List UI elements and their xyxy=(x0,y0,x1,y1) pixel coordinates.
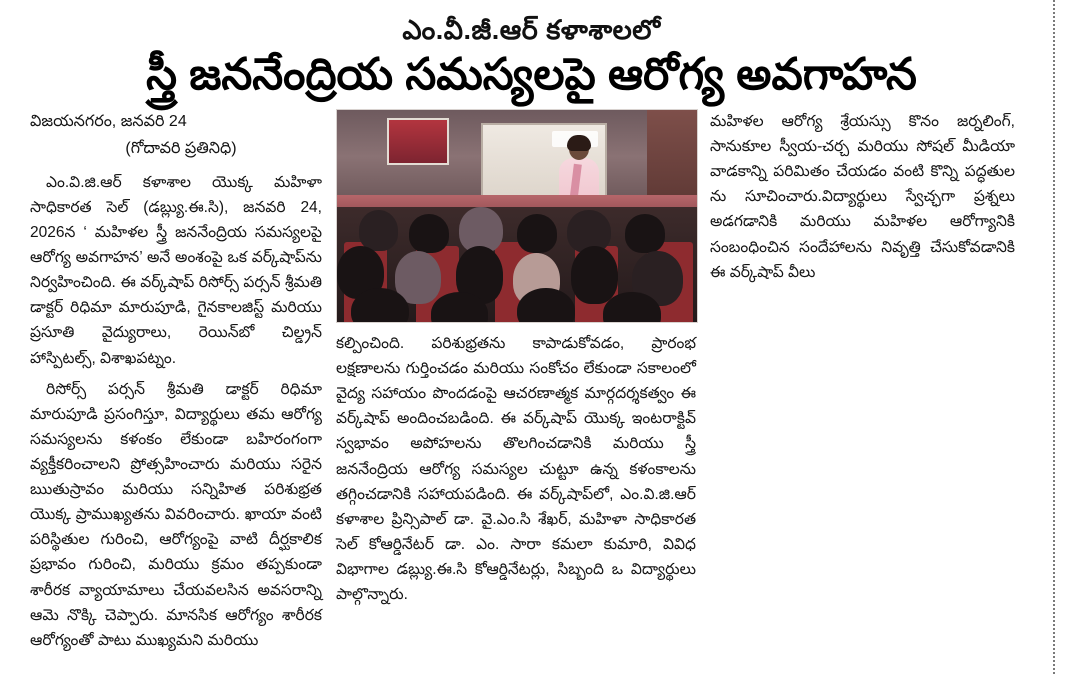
paragraph: ఎం.వి.జి.ఆర్ కళాశాల యొక్క మహిళా సాధికారత సెల్ (డబ్ల్యు.ఈ.సి), జనవరి 24, 2026న ‘ మహిళల స్త్రీ జననేంద్రియ సమస్యలపై ఆరోగ్య అవగాహన’ అనే అంశంపై ఒక వర్క్‌షాప్‌ను నిర్వహించింది. ఈ వర్క్‌షాప్ రిసోర్స్ పర్సన్ శ్రీమతి డాక్టర్ రిధిమా మారుపూడి, గైనకాలజిస్ట్ మరియు ప్రసూతి వైద్యురాలు, రెయిన్‌బో చిల్డ్రన్ హాస్పిటల్స్, విశాఖపట్నం. xyxy=(30,173,322,367)
photo-attendee xyxy=(517,214,557,253)
column-right xyxy=(710,109,1015,291)
photo-attendee xyxy=(517,288,575,323)
photo-attendee xyxy=(625,214,665,253)
paragraph: కల్పించింది. పరిశుభ్రతను కాపాడుకోవడం, ప్రారంభ లక్షణాలను గుర్తించడం మరియు సంకోచం లేకుండా సకాలంలో వైద్య సహాయం పొందడంపై ఆచరణాత్మక మార్గదర్శకత్వం ఈ వర్క్‌షాప్ అందించబడింది. ఈ వర్క్‌షాప్ యొక్క ఇంటరాక్టివ్ స్వభావం అపోహలను తొలగించడానికి మరియు స్త్రీ జననేంద్రియ ఆరోగ్య సమస్యల చుట్టూ ఉన్న కళంకాలను తగ్గించడానికి సహాయపడింది. ఈ వర్క్‌షాప్‌లో, ఎం.వి.జి.ఆర్ కళాశాల ప్రిన్సిపాల్ డా. వై.ఎం.సి శేఖర్, మహిళా సాధికారత సెల్ కోఆర్డినేటర్ డా. ఎం. సారా కమలా కుమారి, వివిధ విభాగాల డబ్ల్యు.ఈ.సి కోఆర్డినేటర్లు, సిబ్బంది ఒ విద్యార్థులు పాల్గొన్నారు. xyxy=(336,334,696,604)
column-left xyxy=(30,109,322,659)
dateline-subtitle: (గోదావరి ప్రతినిధి) xyxy=(125,139,237,157)
workshop-audience-photo xyxy=(336,109,698,323)
paragraph: రిసోర్స్ పర్సన్ శ్రీమతి డాక్టర్ రిధిమా మారుపూడి ప్రసంగిస్తూ, విద్యార్థులు తమ ఆరోగ్య సమస్యలను కళంకం లేకుండా బహిరంగంగా వ్యక్తీకరించాలని ప్రోత్సహించారు మరియు సరైన ఋతుస్రావం మరియు సన్నిహిత పరిశుభ్రత యొక్క ప్రాముఖ్యతను వివరించారు. ఖాయా వంటి పరిస్థితుల గురించి, ఆరోగ్యంపై వాటి దీర్ఘకాలిక ప్రభావం గురించి, మరియు క్రమం తప్పకుండా శారీరక వ్యాయామాలు చేయవలసిన అవసరాన్ని ఆమె నొక్కి చెప్పారు. మానసిక ఆరోగ్యం శారీరక ఆరోగ్యంతో పాటు ముఖ్యమని మరియు xyxy=(30,380,322,649)
photo-poster xyxy=(387,118,449,164)
article-body xyxy=(30,109,1033,659)
paragraph: మహిళల ఆరోగ్య శ్రేయస్సు కొనం జర్నలింగ్, సానుకూల స్వీయ-చర్చ మరియు సోషల్ మీడియా వాడకాన్ని పరిమితం చేయడం వంటి కొన్ని పద్ధతుల ను సూచించారు.విద్యార్థులు స్వేచ్ఛగా ప్రశ్నలు అడగడానికి మరియు మహిళల ఆరోగ్యానికి సంబంధించిన సందేహాలను నివృత్తి చేసుకోవడానికి ఈ వర్క్‌షాప్ వీలు xyxy=(710,112,1015,281)
article-kicker: ఎం.వీ.జీ.ఆర్ కళాశాలలో xyxy=(402,15,661,45)
photo-audience xyxy=(337,207,697,321)
article-headline: స్త్రీ జననేంద్రియ సమస్యలపై ఆరోగ్య అవగాహన xyxy=(146,49,917,99)
photo-attendee xyxy=(571,246,618,303)
photo-attendee xyxy=(409,214,449,253)
photo-attendee xyxy=(359,210,399,251)
photo-speaker-hair xyxy=(567,135,591,151)
page-edge-rule xyxy=(1053,0,1055,674)
column-middle xyxy=(336,109,696,613)
dateline: విజయనగరం, జనవరి 24 xyxy=(30,112,187,130)
